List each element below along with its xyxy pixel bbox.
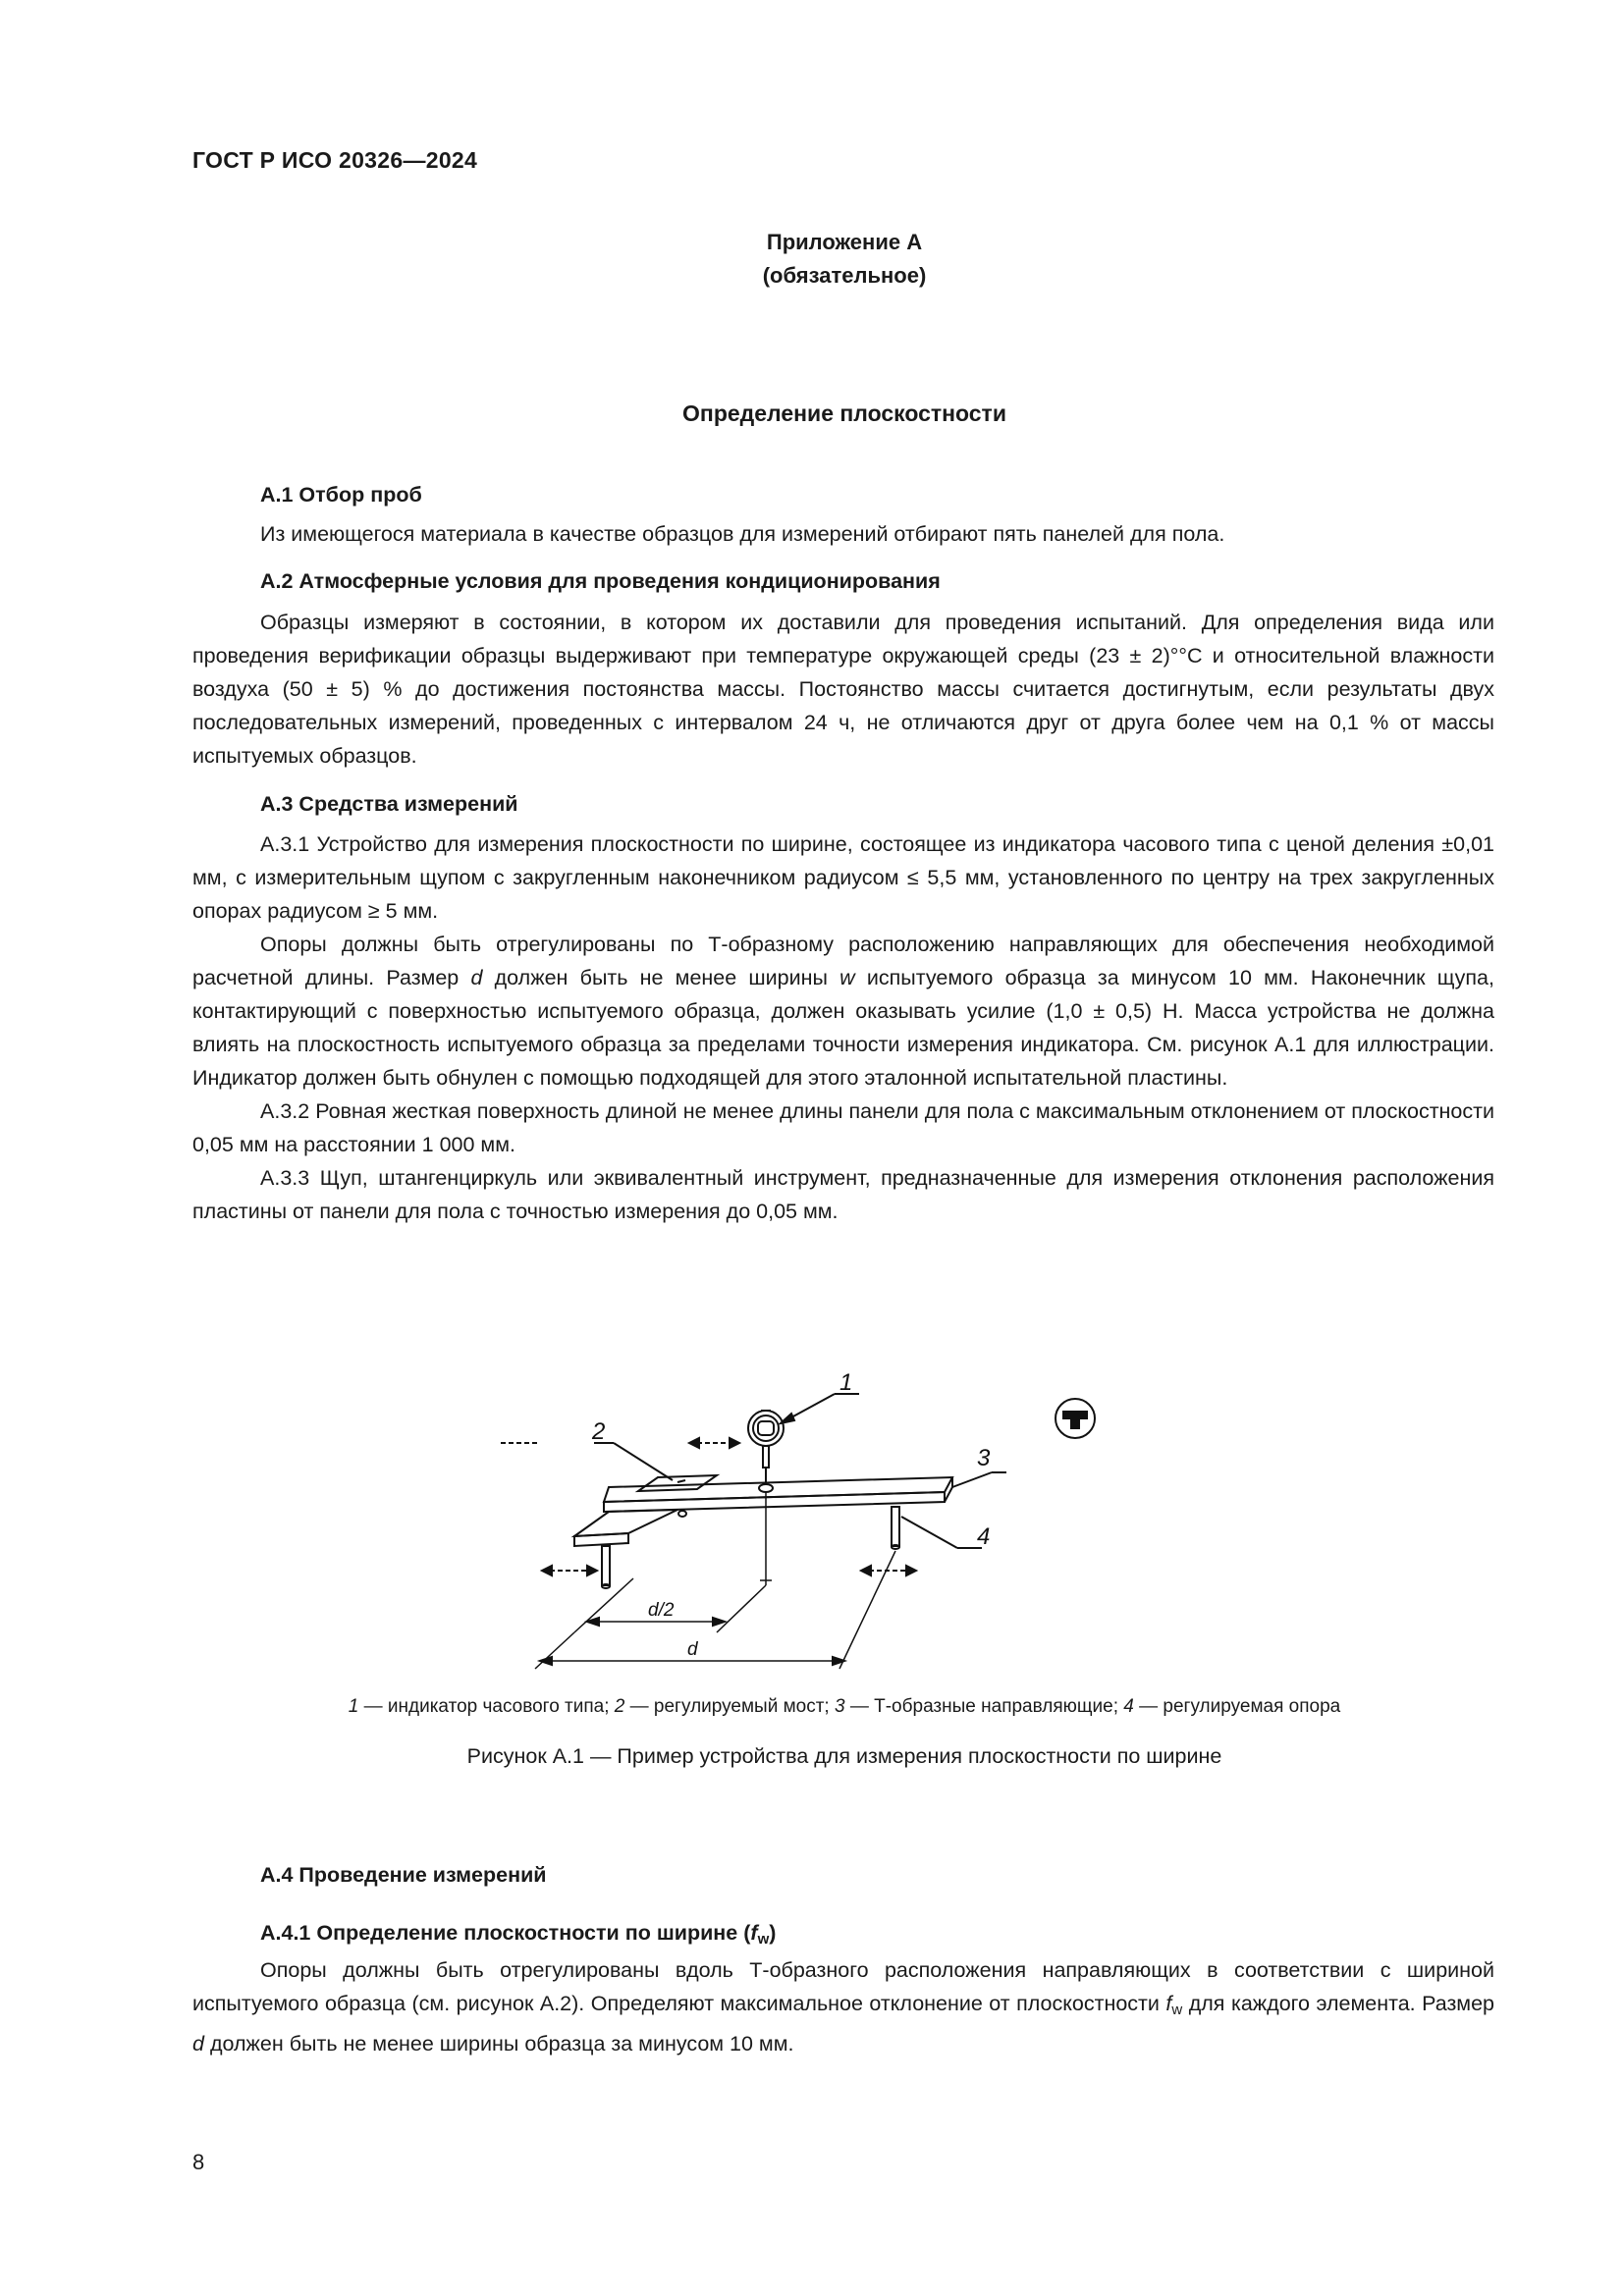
heading-a3: А.3 Средства измерений — [260, 792, 518, 816]
document-code: ГОСТ Р ИСО 20326—2024 — [192, 147, 478, 173]
heading-a4: А.4 Проведение измерений — [260, 1863, 547, 1887]
bridge-arm — [574, 1510, 677, 1536]
a2-text: Образцы измеряют в состоянии, в котором их доставили для проведения испытаний. Для определения вида или проведения верификации образцы выдерживают при температуре окружающей среды (23 ± 2)°°С и относительной влажности воздуха (50 ± 5) % до достижения постоянства массы. Постоянство массы считается достигнутым, если результаты двух последовательных измерений, проведенных с интервалом 24 ч, не отличаются друг от друга более чем на 0,1 % от массы испытуемых образцов. — [192, 611, 1494, 768]
paragraph-a4-1 — [192, 1953, 1494, 2060]
paragraph-a3 — [192, 828, 1494, 1228]
t-profile-section — [1056, 1399, 1095, 1438]
annex-status: (обязательное) — [762, 263, 927, 288]
fig-label-2: 2 — [592, 1418, 606, 1445]
heading-a2: А.2 Атмосферные условия для проведения кондиционирования — [260, 569, 941, 593]
adjustable-bridge — [638, 1475, 717, 1491]
fig-label-d-half: d/2 — [648, 1600, 675, 1621]
a1-text: Из имеющегося материала в качестве образцов для измерений отбирают пять панелей для пола. — [260, 522, 1225, 546]
a4-1-text: Опоры должны быть отрегулированы вдоль Т-образного расположения направляющих в соответствии с шириной испытуемого образца (см. рисунок А.2). Определяют максимальное отклонение от плоскостности $f_w$ для каждого элемента. Размер d должен быть не менее ширины образца за минусом 10 мм. — [192, 1958, 1495, 2056]
a3-1-text: А.3.1 Устройство для измерения плоскостности по ширине, состоящее из индикатора часового типа с ценой деления ±0,01 мм, с измерительным щупом с закругленным наконечником радиусом ≤ 5,5 мм, установленного по центру на трех закругленных опорах радиусом ≥ 5 мм. — [192, 832, 1494, 923]
right-support — [892, 1507, 899, 1546]
a3-1-text-cont: Опоры должны быть отрегулированы по Т-образному расположению направляющих для обеспечения необходимой расчетной длины. Размер d должен быть не менее ширины w испытуемого образца за минусом 10 мм. Наконечник щупа, контактирующий с поверхностью испытуемого образца, должен оказывать усилие (1,0 ± 0,5) Н. Масса устройства не должна влиять на плоскостность испытуемого образца за пределами точности измерения индикатора. См. рисунок А.1 для иллюстрации. Индикатор должен быть обнулен с помощью подходящей для этого эталонной испытательной пластины. — [192, 933, 1494, 1090]
fig-label-4: 4 — [977, 1523, 991, 1550]
paragraph-a1 — [192, 517, 1494, 551]
a3-2-text: А.3.2 Ровная жесткая поверхность длиной не менее длины панели для пола с максимальным отклонением от плоскостности 0,05 мм на расстоянии 1 000 мм. — [192, 1099, 1494, 1156]
left-support — [602, 1546, 610, 1585]
annex-title: Приложение А — [766, 230, 923, 254]
a3-3-text: А.3.3 Щуп, штангенциркуль или эквивалентный инструмент, предназначенные для измерения отклонения расположения пластины от панели для пола с точностью измерения до 0,05 мм. — [192, 1166, 1494, 1223]
fig-label-3: 3 — [977, 1445, 991, 1471]
bridge-arm-front — [574, 1533, 628, 1546]
annex-header — [0, 226, 1624, 293]
dial-indicator — [748, 1411, 784, 1482]
figure-legend: 1 — индикатор часового типа; 2 — регулируемый мост; 3 — Т-образные направляющие; 4 — регулируемая опора — [348, 1696, 1341, 1717]
section-title: Определение плоскостности — [682, 400, 1006, 426]
t-guide-front — [604, 1492, 945, 1512]
paragraph-a2 — [192, 606, 1494, 773]
heading-a4-1: А.4.1 Определение плоскостности по ширине $(f_w)$ — [260, 1921, 777, 1948]
figure-caption: Рисунок А.1 — Пример устройства для измерения плоскостности по ширине — [466, 1744, 1222, 1768]
fig-label-1: 1 — [839, 1369, 853, 1396]
page-number: 8 — [192, 2150, 205, 2174]
figure-a1 — [491, 1306, 1218, 1708]
heading-a1: А.1 Отбор проб — [260, 483, 422, 507]
fig-label-d: d — [687, 1639, 698, 1660]
